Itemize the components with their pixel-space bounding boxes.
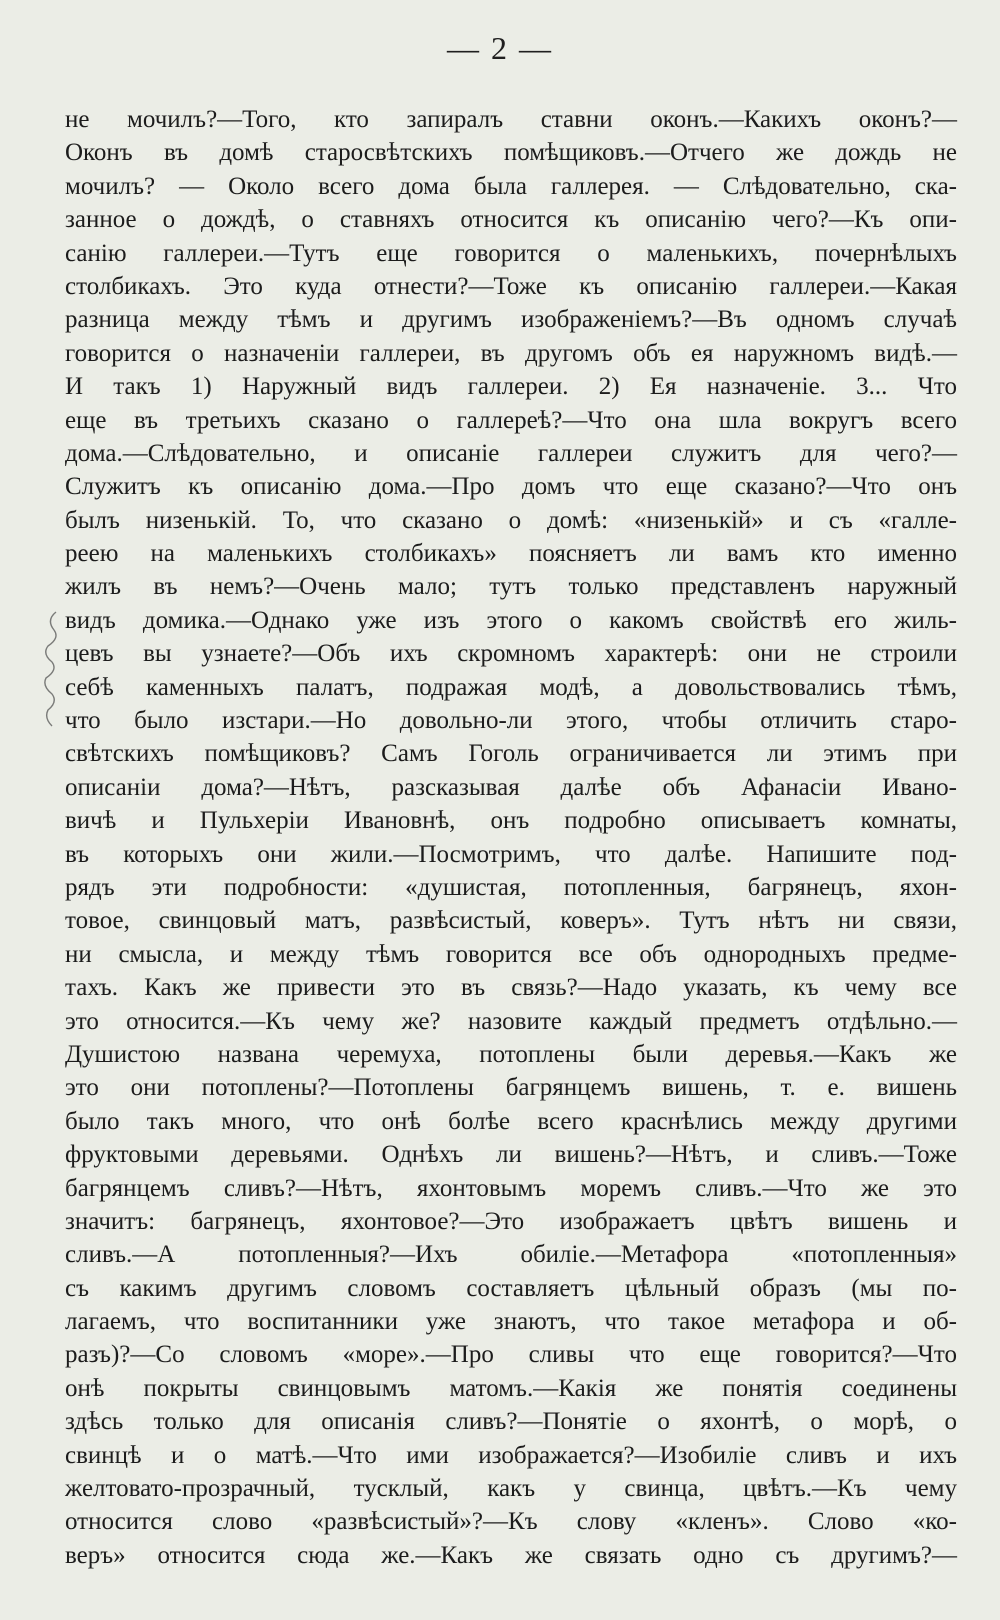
- text-line: относится слово «развѣсистый»?—Къ слову «кленъ». Слово «ко-: [65, 1508, 957, 1536]
- text-line: мочилъ? — Около всего дома была галлерея. — Слѣдовательно, ска-: [65, 172, 957, 200]
- text-line: говорится о назначеніи галлереи, въ другомъ объ ея наружномъ видѣ.—: [65, 339, 957, 367]
- text-line: фруктовыми деревьями. Однѣхъ ли вишень?—Нѣтъ, и сливъ.—Тоже: [65, 1141, 957, 1169]
- text-line: желтовато-прозрачный, тусклый, какъ у свинца, цвѣтъ.—Къ чему: [65, 1475, 957, 1503]
- text-line: лагаемъ, что воспитанники уже знаютъ, что такое метафора и об-: [65, 1308, 957, 1336]
- text-line: онѣ покрыты свинцовымъ матомъ.—Какія же понятія соединены: [65, 1374, 957, 1402]
- text-line: что было изстари.—Но довольно-ли этого, чтобы отличить старо-: [65, 707, 957, 735]
- text-line: столбикахъ. Это куда отнести?—Тоже къ описанію галлереи.—Какая: [65, 272, 957, 300]
- text-line: рядъ эти подробности: «душистая, потопленныя, багрянецъ, яхон-: [65, 873, 957, 901]
- text-line: реею на маленькихъ столбикахъ» поясняетъ ли вамъ кто именно: [65, 540, 957, 568]
- text-line: разница между тѣмъ и другимъ изображеніемъ?—Въ одномъ случаѣ: [65, 306, 957, 334]
- text-line: это они потоплены?—Потоплены багрянцемъ вишень, т. е. вишень: [65, 1074, 957, 1102]
- text-line: санію галлереи.—Тутъ еще говорится о маленькихъ, почернѣлыхъ: [65, 239, 957, 267]
- text-line: въ которыхъ они жили.—Посмотримъ, что далѣе. Напишите под-: [65, 840, 957, 868]
- text-line: значитъ: багрянецъ, яхонтовое?—Это изображаетъ цвѣтъ вишень и: [65, 1207, 957, 1235]
- text-line: багрянцемъ сливъ?—Нѣтъ, яхонтовымъ моремъ сливъ.—Что же это: [65, 1174, 957, 1202]
- text-line: товое, свинцовый матъ, развѣсистый, коверъ». Тутъ нѣтъ ни связи,: [65, 907, 957, 935]
- text-line: себѣ каменныхъ палатъ, подражая модѣ, а довольствовались тѣмъ,: [65, 673, 957, 701]
- text-line: И такъ 1) Наружный видъ галлереи. 2) Ея назначеніе. 3... Что: [65, 373, 957, 401]
- text-line: Служитъ къ описанію дома.—Про домъ что еще сказано?—Что онъ: [65, 473, 957, 501]
- text-line: описаніи дома?—Нѣтъ, разсказывая далѣе объ Афанасіи Ивано-: [65, 773, 957, 801]
- text-line: веръ» относится сюда же.—Какъ же связать одно съ другимъ?—: [65, 1541, 957, 1569]
- text-line: былъ низенькій. То, что сказано о домѣ: «низенькій» и съ «галле-: [65, 506, 957, 534]
- text-line: жилъ въ немъ?—Очень мало; тутъ только представленъ наружный: [65, 573, 957, 601]
- text-line: еще въ третьихъ сказано о галлереѣ?—Что она шла вокругъ всего: [65, 406, 957, 434]
- text-line: здѣсь только для описанія сливъ?—Понятіе о яхонтѣ, о морѣ, о: [65, 1408, 957, 1436]
- text-line: цевъ вы узнаете?—Объ ихъ скромномъ характерѣ: они не строили: [65, 640, 957, 668]
- margin-pencil-mark: [40, 610, 62, 730]
- text-line: свѣтскихъ помѣщиковъ? Самъ Гоголь ограничивается ли этимъ при: [65, 740, 957, 768]
- text-line: сливъ.—А потопленныя?—Ихъ обиліе.—Метафора «потопленныя»: [65, 1241, 957, 1269]
- text-line: тахъ. Какъ же привести это въ связь?—Надо указать, къ чему все: [65, 974, 957, 1002]
- text-line: разъ)?—Со словомъ «море».—Про сливы что еще говорится?—Что: [65, 1341, 957, 1369]
- text-line: съ какимъ другимъ словомъ составляетъ цѣльный образъ (мы по-: [65, 1274, 957, 1302]
- text-line: дома.—Слѣдовательно, и описаніе галлереи служитъ для чего?—: [65, 439, 957, 467]
- text-line: это относится.—Къ чему же? назовите каждый предметъ отдѣльно.—: [65, 1007, 957, 1035]
- text-line: было такъ много, что онѣ болѣе всего краснѣлись между другими: [65, 1107, 957, 1135]
- text-line: Душистою названа черемуха, потоплены были деревья.—Какъ же: [65, 1040, 957, 1068]
- text-line: не мочилъ?—Того, кто запиралъ ставни оконъ.—Какихъ оконъ?—: [65, 106, 957, 133]
- text-line: видъ домика.—Однако уже изъ этого о какомъ свойствѣ его жиль-: [65, 606, 957, 634]
- text-line: вичѣ и Пульхеріи Ивановнѣ, онъ подробно описываетъ комнаты,: [65, 807, 957, 835]
- text-line: занное о дождѣ, о ставняхъ относится къ описанію чего?—Къ опи-: [65, 206, 957, 234]
- text-line: Оконъ въ домѣ старосвѣтскихъ помѣщиковъ.—Отчего же дождь не: [65, 139, 957, 167]
- body-text: [65, 103, 957, 1572]
- text-line: ни смысла, и между тѣмъ говорится все объ однородныхъ предме-: [65, 940, 957, 968]
- text-line: свинцѣ и о матѣ.—Что ими изображается?—Изобиліе сливъ и ихъ: [65, 1441, 957, 1469]
- page-number: — 2 —: [447, 30, 553, 66]
